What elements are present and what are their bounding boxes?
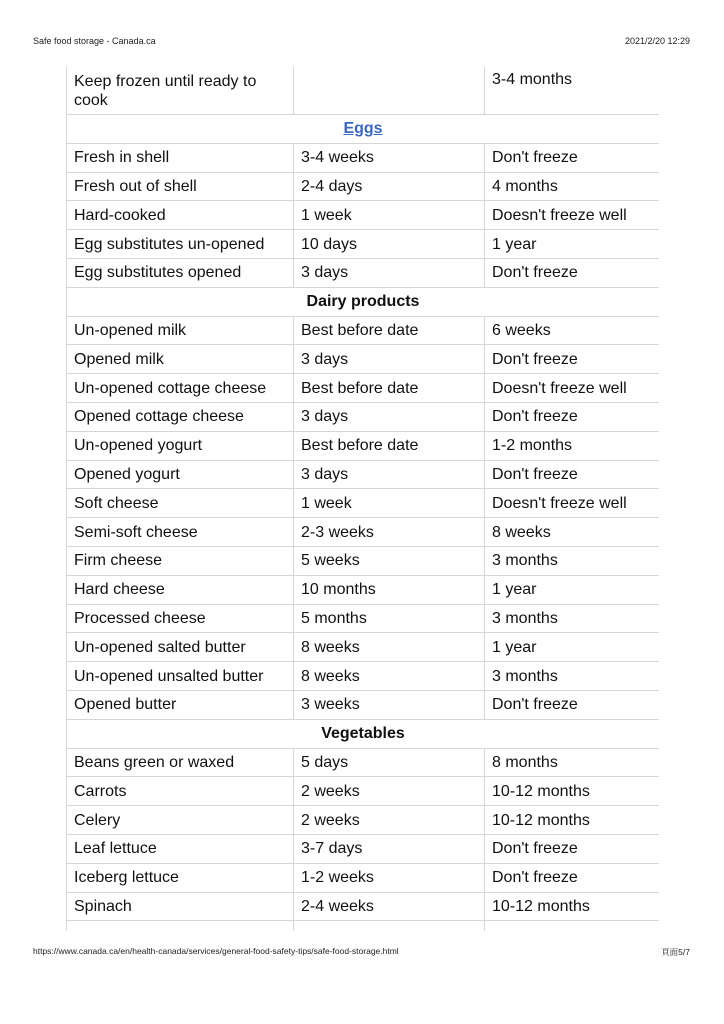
freezer-cell: Doesn't freeze well [485, 201, 660, 230]
fridge-cell: 1-2 weeks [294, 863, 485, 892]
fridge-cell: 2 weeks [294, 806, 485, 835]
food-cell: Un-opened unsalted butter [67, 662, 294, 691]
fridge-cell: 1 week [294, 201, 485, 230]
food-cell: Un-opened milk [67, 316, 294, 345]
table-row [67, 662, 660, 691]
empty-cell [67, 921, 294, 931]
fridge-cell: 5 weeks [294, 546, 485, 575]
print-footer [33, 946, 690, 960]
food-cell: Un-opened yogurt [67, 431, 294, 460]
food-cell: Egg substitutes opened [67, 258, 294, 287]
storage-table-container [66, 67, 659, 931]
table-row [67, 201, 660, 230]
freezer-cell: Doesn't freeze well [485, 489, 660, 518]
section-heading: Vegetables [321, 725, 405, 743]
food-cell: Un-opened cottage cheese [67, 374, 294, 403]
food-cell: Opened butter [67, 690, 294, 719]
section-row [67, 287, 660, 316]
fridge-cell: 1 week [294, 489, 485, 518]
fridge-cell: 2-3 weeks [294, 518, 485, 547]
table-row [67, 431, 660, 460]
freezer-cell: Don't freeze [485, 460, 660, 489]
freezer-cell: Don't freeze [485, 690, 660, 719]
fridge-cell: 3 days [294, 258, 485, 287]
table-row [67, 460, 660, 489]
food-cell: Leaf lettuce [67, 834, 294, 863]
fridge-cell: 2-4 weeks [294, 892, 485, 921]
table-row [67, 518, 660, 547]
table-row [67, 546, 660, 575]
freezer-cell: Don't freeze [485, 258, 660, 287]
food-cell: Spinach [67, 892, 294, 921]
fridge-cell: 10 months [294, 575, 485, 604]
table-row [67, 374, 660, 403]
freezer-cell: 10-12 months [485, 806, 660, 835]
table-row [67, 633, 660, 662]
empty-cell [294, 921, 485, 931]
table-row [67, 402, 660, 431]
section-row [67, 115, 660, 144]
freezer-cell: 8 months [485, 748, 660, 777]
section-heading-cell[interactable] [67, 115, 660, 144]
section-heading-cell [67, 719, 660, 748]
fridge-cell: 3 days [294, 460, 485, 489]
freezer-cell: Don't freeze [485, 345, 660, 374]
food-cell: Beans green or waxed [67, 748, 294, 777]
food-cell: Opened yogurt [67, 460, 294, 489]
food-cell: Opened milk [67, 345, 294, 374]
food-cell: Iceberg lettuce [67, 863, 294, 892]
fridge-cell: 3-7 days [294, 834, 485, 863]
fridge-cell: 2 weeks [294, 777, 485, 806]
empty-cell [485, 921, 660, 931]
freezer-cell: Don't freeze [485, 863, 660, 892]
food-cell: Firm cheese [67, 546, 294, 575]
table-row [67, 230, 660, 259]
freezer-cell: 3 months [485, 662, 660, 691]
freezer-cell: 3 months [485, 546, 660, 575]
freezer-cell: Don't freeze [485, 402, 660, 431]
fridge-cell: 3 weeks [294, 690, 485, 719]
table-row [67, 143, 660, 172]
section-heading-link[interactable]: Eggs [343, 120, 383, 138]
freezer-cell: 4 months [485, 172, 660, 201]
page-title: Safe food storage - Canada.ca [33, 36, 156, 46]
food-cell: Soft cheese [67, 489, 294, 518]
food-cell: Processed cheese [67, 604, 294, 633]
food-cell: Hard cheese [67, 575, 294, 604]
freezer-cell: 3-4 months [485, 67, 660, 115]
storage-table-body [67, 67, 660, 931]
fridge-cell: 8 weeks [294, 662, 485, 691]
table-row [67, 863, 660, 892]
freezer-cell: 10-12 months [485, 777, 660, 806]
fridge-cell [294, 67, 485, 115]
fridge-cell: 2-4 days [294, 172, 485, 201]
freezer-cell: 6 weeks [485, 316, 660, 345]
table-row [67, 258, 660, 287]
freezer-cell: 10-12 months [485, 892, 660, 921]
fridge-cell: Best before date [294, 316, 485, 345]
freezer-cell: Don't freeze [485, 834, 660, 863]
table-row [67, 892, 660, 921]
table-row [67, 575, 660, 604]
freezer-cell: 3 months [485, 604, 660, 633]
food-cell: Fresh in shell [67, 143, 294, 172]
food-cell: Fresh out of shell [67, 172, 294, 201]
page-url: https://www.canada.ca/en/health-canada/services/general-food-safety-tips/safe-food-storage.html [33, 946, 399, 956]
fridge-cell: 5 months [294, 604, 485, 633]
freezer-cell: Don't freeze [485, 143, 660, 172]
food-cell: Egg substitutes un-opened [67, 230, 294, 259]
table-row [67, 345, 660, 374]
fridge-cell: 8 weeks [294, 633, 485, 662]
freezer-cell: 1 year [485, 633, 660, 662]
table-row [67, 604, 660, 633]
fridge-cell: 3 days [294, 402, 485, 431]
section-heading-cell [67, 287, 660, 316]
section-row [67, 719, 660, 748]
table-row-partial [67, 921, 660, 931]
table-row [67, 172, 660, 201]
fridge-cell: 3-4 weeks [294, 143, 485, 172]
fridge-cell: 5 days [294, 748, 485, 777]
freezer-cell: 1 year [485, 575, 660, 604]
section-heading: Dairy products [306, 293, 420, 311]
fridge-cell: 10 days [294, 230, 485, 259]
food-cell: Carrots [67, 777, 294, 806]
print-datetime: 2021/2/20 12:29 [624, 36, 690, 46]
food-cell: Un-opened salted butter [67, 633, 294, 662]
freezer-cell: Doesn't freeze well [485, 374, 660, 403]
print-header [33, 36, 690, 50]
food-cell: Semi-soft cheese [67, 518, 294, 547]
fridge-cell: 3 days [294, 345, 485, 374]
storage-table [66, 67, 659, 931]
food-cell: Opened cottage cheese [67, 402, 294, 431]
freezer-cell: 8 weeks [485, 518, 660, 547]
table-row [67, 316, 660, 345]
food-cell: Keep frozen until ready to cook [67, 67, 294, 115]
freezer-cell: 1 year [485, 230, 660, 259]
table-row [67, 489, 660, 518]
fridge-cell: Best before date [294, 431, 485, 460]
table-row [67, 690, 660, 719]
table-row [67, 777, 660, 806]
food-cell: Celery [67, 806, 294, 835]
table-row [67, 834, 660, 863]
freezer-cell: 1-2 months [485, 431, 660, 460]
table-row [67, 748, 660, 777]
table-row [67, 806, 660, 835]
page-number: 頁面5/7 [661, 947, 690, 957]
food-cell: Hard-cooked [67, 201, 294, 230]
fridge-cell: Best before date [294, 374, 485, 403]
table-row [67, 67, 660, 115]
